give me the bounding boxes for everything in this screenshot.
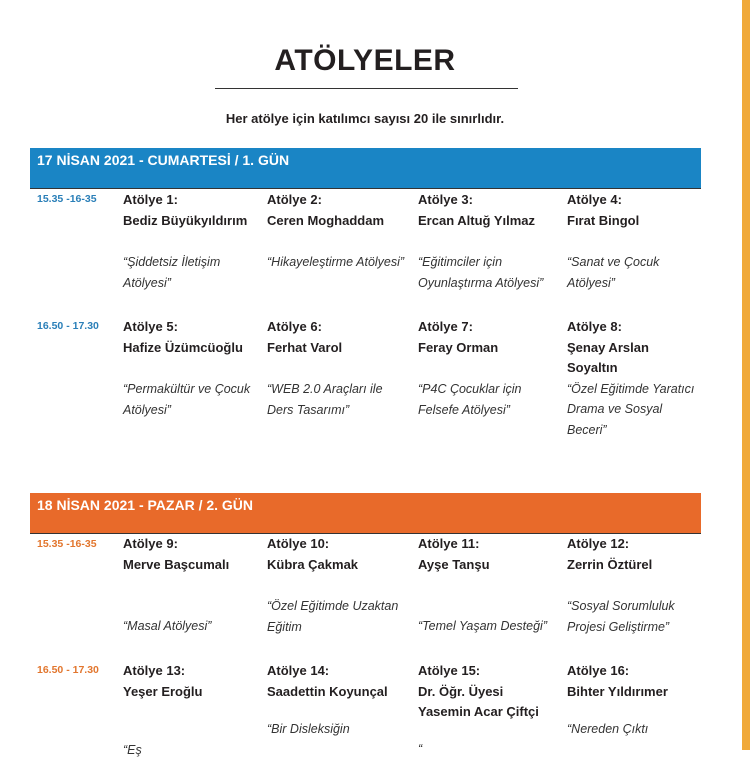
workshop-topic: “Masal Atölyesi” (123, 619, 212, 633)
workshop-topic: “WEB 2.0 Araçları ile Ders Tasarımı” (267, 382, 383, 417)
workshop-topic: “Bir Disleksiğin (267, 722, 350, 736)
workshop-topic: “Eş (123, 743, 142, 757)
workshop-label: Atölye 8: (567, 319, 622, 334)
participant-limit-note: Her atölye için katılımcı sayısı 20 ile sınırlıdır. (225, 111, 505, 126)
workshop-label: Atölye 5: (123, 319, 178, 334)
workshop-11 (418, 534, 558, 637)
title-underline (215, 88, 518, 89)
workshop-topic: “Şiddetsiz İletişim Atölyesi” (123, 255, 221, 290)
workshop-topic: “ (418, 741, 423, 756)
workshop-4 (567, 190, 702, 293)
workshop-facilitator: Zerrin Öztürel (567, 556, 653, 572)
workshop-topic: “Permakültür ve Çocuk Atölyesi” (123, 382, 251, 417)
session-time: 15.35 -16-35 (37, 538, 97, 550)
workshop-7 (418, 317, 558, 420)
workshop-13 (123, 661, 263, 761)
workshop-topic: “Sanat ve Çocuk Atölyesi” (567, 255, 660, 290)
workshop-3 (418, 190, 558, 293)
workshop-15 (418, 661, 558, 759)
workshop-facilitator: Ayşe Tanşu (418, 556, 490, 572)
workshop-12 (567, 534, 702, 637)
workshop-topic: “Özel Eğitimde Uzaktan Eğitim (267, 599, 399, 634)
workshop-facilitator: Bediz Büyükyıldırım (123, 212, 248, 228)
workshop-facilitator: Feray Orman (418, 339, 499, 355)
workshop-label: Atölye 16: (567, 663, 630, 678)
workshop-2 (267, 190, 407, 273)
session-time: 15.35 -16-35 (37, 193, 97, 205)
workshop-label: Atölye 1: (123, 192, 178, 207)
workshop-topic: “Özel Eğitimde Yaratıcı Drama ve Sosyal Beceri” (567, 381, 695, 437)
workshop-topic: “Nereden Çıktı (567, 722, 649, 736)
workshop-label: Atölye 14: (267, 663, 330, 678)
workshop-facilitator: Merve Başcumalı (123, 556, 230, 572)
workshop-label: Atölye 2: (267, 192, 322, 207)
workshop-8 (567, 317, 702, 440)
workshop-label: Atölye 9: (123, 536, 178, 551)
workshop-facilitator: Ferhat Varol (267, 339, 343, 355)
day-2-header: 18 NİSAN 2021 - PAZAR / 2. GÜN (30, 493, 701, 533)
workshop-1 (123, 190, 263, 293)
workshop-facilitator: Fırat Bingol (567, 212, 640, 228)
accent-strip (742, 0, 750, 750)
workshop-label: Atölye 12: (567, 536, 630, 551)
workshop-label: Atölye 10: (267, 536, 330, 551)
workshop-facilitator: Dr. Öğr. Üyesi Yasemin Acar Çiftçi (418, 683, 539, 719)
workshop-label: Atölye 11: (418, 536, 480, 551)
workshop-label: Atölye 4: (567, 192, 622, 207)
workshop-topic: “P4C Çocuklar için Felsefe Atölyesi” (418, 382, 522, 417)
workshop-facilitator: Hafize Üzümcüoğlu (123, 339, 243, 355)
workshop-topic: “Temel Yaşam Desteği” (418, 619, 547, 633)
workshop-16 (567, 661, 702, 740)
workshop-5 (123, 317, 263, 420)
workshop-14 (267, 661, 407, 740)
day-1-header: 17 NİSAN 2021 - CUMARTESİ / 1. GÜN (30, 148, 701, 188)
workshop-topic: “Sosyal Sorumluluk Projesi Geliştirme” (567, 599, 675, 634)
session-time: 16.50 - 17.30 (37, 664, 99, 676)
session-time: 16.50 - 17.30 (37, 320, 99, 332)
workshop-label: Atölye 3: (418, 192, 473, 207)
workshop-label: Atölye 15: (418, 663, 481, 678)
workshop-label: Atölye 7: (418, 319, 473, 334)
workshop-9 (123, 534, 263, 637)
workshop-topic: “Eğitimciler için Oyunlaştırma Atölyesi” (418, 255, 544, 290)
workshop-topic: “Hikayeleştirme Atölyesi” (267, 255, 405, 269)
workshop-facilitator: Ercan Altuğ Yılmaz (418, 212, 536, 228)
workshop-facilitator: Ceren Moghaddam (267, 212, 385, 228)
workshop-facilitator: Şenay Arslan Soyaltın (567, 339, 649, 375)
workshop-label: Atölye 6: (267, 319, 322, 334)
workshop-facilitator: Bihter Yıldırımer (567, 683, 668, 699)
workshop-6 (267, 317, 407, 420)
workshop-facilitator: Saadettin Koyunçal (267, 683, 388, 699)
page-title: ATÖLYELER (274, 44, 456, 77)
workshop-facilitator: Kübra Çakmak (267, 556, 359, 572)
day-1-divider (30, 188, 701, 189)
workshop-label: Atölye 13: (123, 663, 186, 678)
workshop-10 (267, 534, 407, 637)
workshop-facilitator: Yeşer Eroğlu (123, 683, 203, 699)
